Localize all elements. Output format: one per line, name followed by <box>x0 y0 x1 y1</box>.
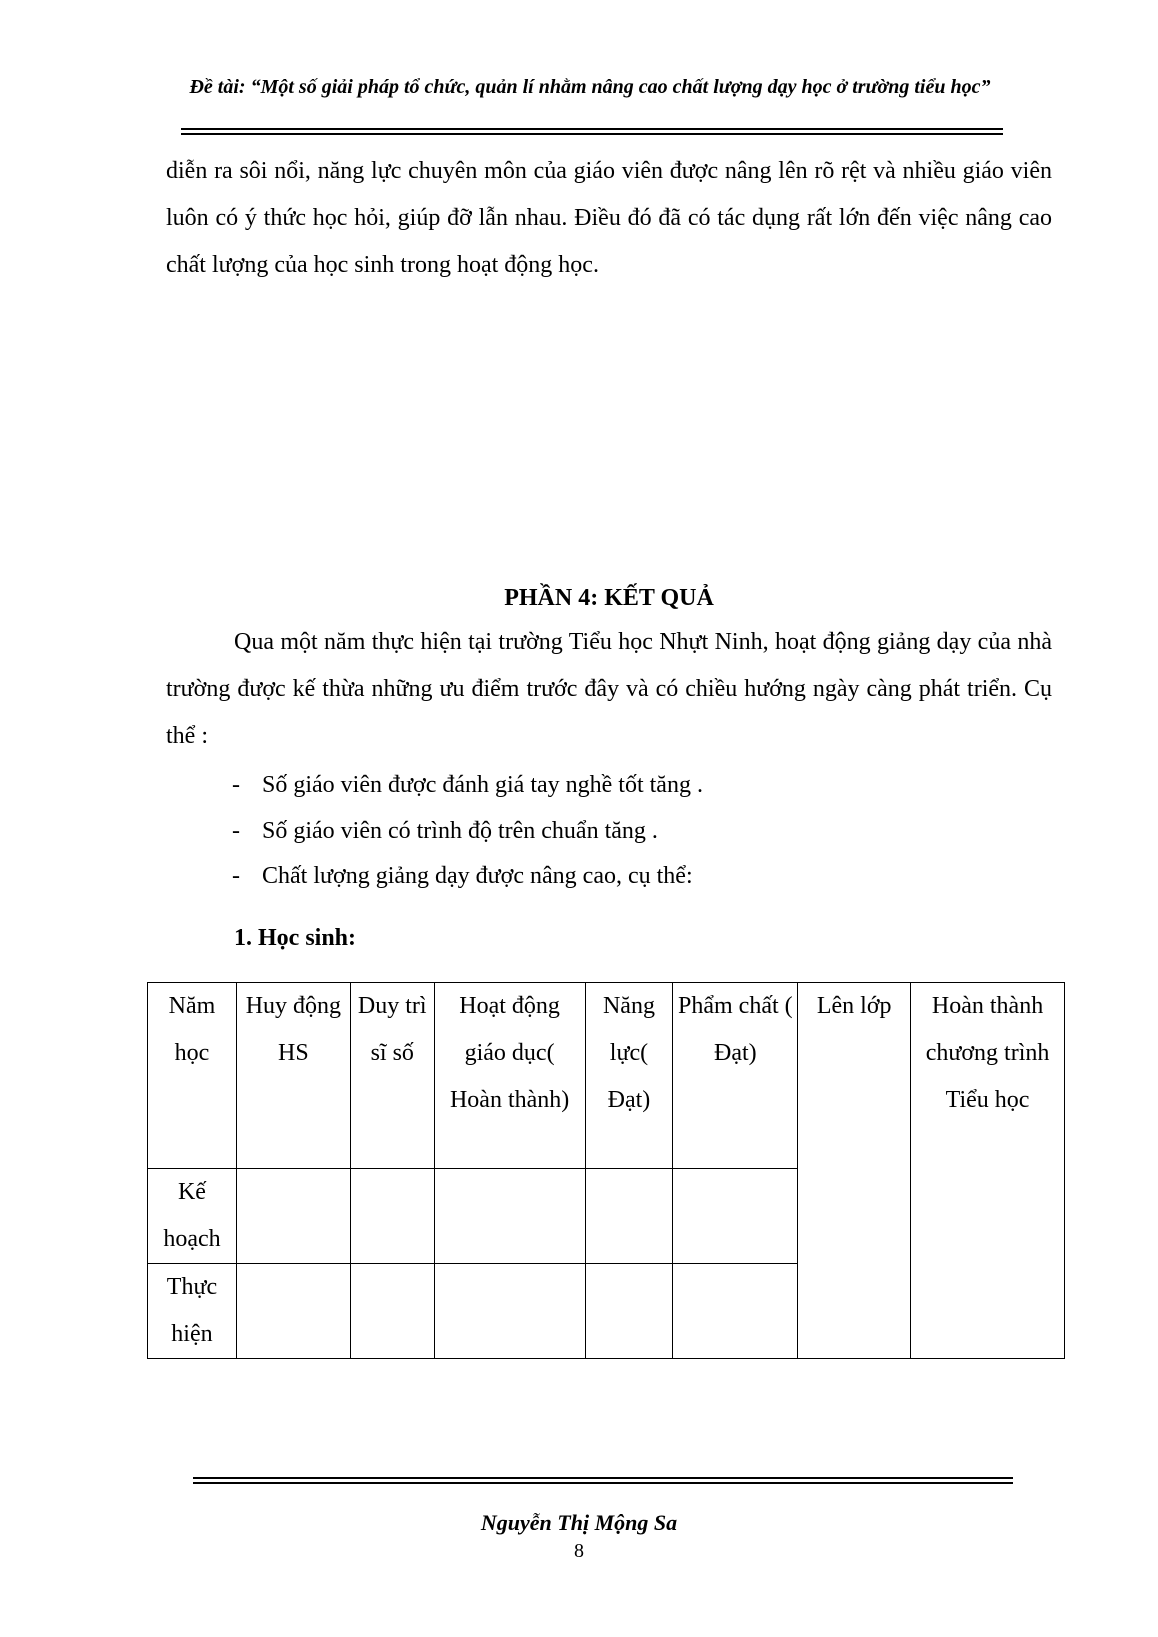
section-title: PHẦN 4: KẾT QUẢ <box>504 585 714 611</box>
footer-rule-top <box>193 1477 1013 1479</box>
table-cell <box>585 1169 673 1264</box>
header-cell-activities: Hoạt động giáo dục( Hoàn thành) <box>434 983 585 1169</box>
header-rule-top <box>181 128 1003 130</box>
header-cell-quality: Phẩm chất ( Đạt) <box>673 983 798 1169</box>
bullet-text: Số giáo viên được đánh giá tay nghề tốt tăng . <box>262 772 703 798</box>
intro-paragraph: diễn ra sôi nổi, năng lực chuyên môn của giáo viên được nâng lên rõ rệt và nhiều giáo viên luôn có ý thức học hỏi, giúp đỡ lẫn nhau. Điều đó đã có tác dụng rất lớn đến việc nâng cao chất lượng của học sinh trong hoạt động học. <box>166 158 1052 278</box>
page-number: 8 <box>574 1540 584 1562</box>
header-cell-promotion: Lên lớp <box>798 983 911 1359</box>
header-cell-completion: Hoàn thành chương trình Tiểu học <box>911 983 1065 1359</box>
document-header-title: Đề tài: “Một số giải pháp tổ chức, quản lí nhằm nâng cao chất lượng dạy học ở trường tiểu học” <box>189 76 991 98</box>
row-label-plan: Kế hoạch <box>148 1169 237 1264</box>
header-cell-competence: Năng lực( Đạt) <box>585 983 673 1169</box>
results-paragraph: Qua một năm thực hiện tại trường Tiểu học Nhựt Ninh, hoạt động giảng dạy của nhà trường được kế thừa những ưu điểm trước đây và có chiều hướng ngày càng phát triển. Cụ thể : <box>166 629 1052 749</box>
bullet-item <box>232 816 658 846</box>
bullet-text: Số giáo viên có trình độ trên chuẩn tăng . <box>262 818 658 844</box>
results-table <box>147 982 1065 1359</box>
header-cell-year: Năm học <box>148 983 237 1169</box>
bullet-item <box>232 861 693 891</box>
table-cell <box>434 1264 585 1359</box>
bullet-item <box>232 770 703 800</box>
header-cell-mobilize: Huy động HS <box>236 983 350 1169</box>
header-cell-retention: Duy trì sĩ số <box>350 983 434 1169</box>
subheading-students: 1. Học sinh: <box>234 925 357 951</box>
bullet-dash: - <box>232 772 240 798</box>
table-cell <box>350 1169 434 1264</box>
footer-rule-bottom <box>193 1482 1013 1484</box>
bullet-dash: - <box>232 863 240 889</box>
footer-author: Nguyễn Thị Mộng Sa <box>480 1510 678 1535</box>
table-cell <box>434 1169 585 1264</box>
bullet-text: Chất lượng giảng dạy được nâng cao, cụ thể: <box>262 863 693 889</box>
table-cell <box>350 1264 434 1359</box>
table-cell <box>236 1264 350 1359</box>
table-cell <box>673 1264 798 1359</box>
table-cell <box>585 1264 673 1359</box>
table-cell <box>236 1169 350 1264</box>
table-header-row <box>148 983 1065 1169</box>
bullet-dash: - <box>232 818 240 844</box>
header-rule-bottom <box>181 133 1003 135</box>
table-cell <box>673 1169 798 1264</box>
row-label-actual: Thực hiện <box>148 1264 237 1359</box>
